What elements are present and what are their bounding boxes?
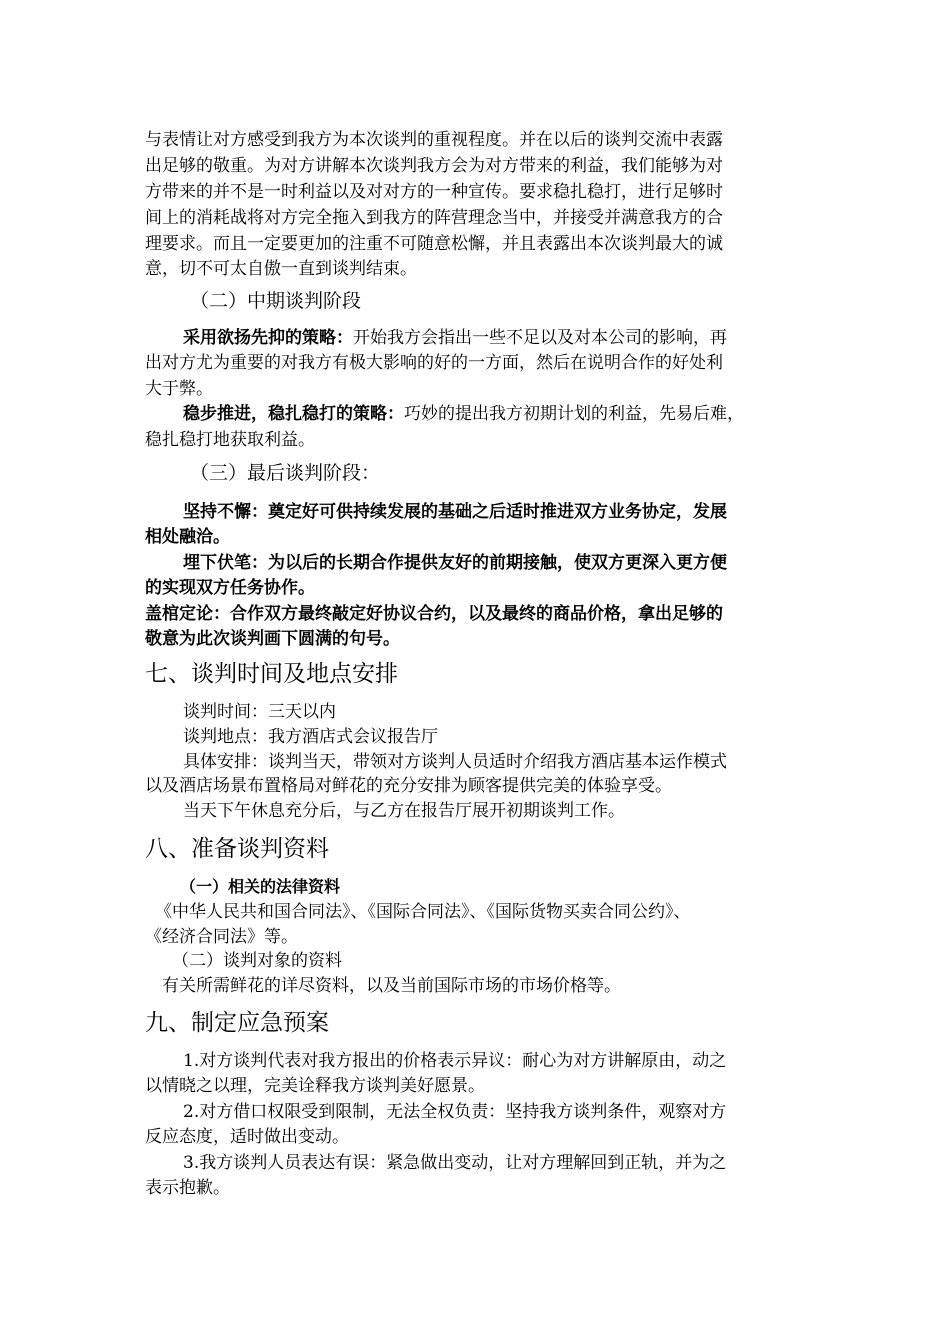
paragraph-line: 出对方尤为重要的对我方有极大影响的好的一方面，然后在说明合作的好处利: [145, 353, 723, 373]
subsection-heading: （三）最后谈判阶段：: [190, 462, 381, 484]
paragraph-line: 谈判时间：三天以内: [183, 702, 336, 722]
paragraph-line: 《经济合同法》等。: [145, 927, 298, 947]
subsection-heading: （一）相关的法律资料: [180, 877, 341, 896]
paragraph-text: 开始我方会指出一些不足以及对本公司的影响，再: [353, 328, 727, 348]
subsection-heading: （二）谈判对象的资料: [172, 951, 342, 971]
subsection-heading: （二）中期谈判阶段: [190, 290, 362, 312]
bold-lead: 稳步推进，稳扎稳打的策略：: [183, 404, 404, 424]
paragraph-line: 埋下伏笔：为以后的长期合作提供友好的前期接触，使双方更深入更方便: [183, 553, 727, 573]
paragraph-line: 坚持不懈：奠定好可供持续发展的基础之后适时推进双方业务协定，发展: [183, 502, 727, 522]
paragraph-line: 稳扎稳打地获取利益。: [145, 430, 315, 450]
paragraph-line: 大于弊。: [145, 379, 213, 399]
paragraph-line: 意，切不可太自傲一直到谈判结束。: [145, 259, 417, 279]
section-heading: 八、准备谈判资料: [145, 836, 329, 862]
paragraph-line: 方带来的并不是一时利益以及对对方的一种宣传。要求稳扎稳打，进行足够时: [145, 182, 723, 202]
paragraph-line: 以情晓之以理，完美诠释我方谈判美好愿景。: [145, 1076, 485, 1096]
section-heading: 七、谈判时间及地点安排: [145, 661, 398, 687]
list-item: 3.我方谈判人员表达有误：紧急做出变动，让对方理解回到正轨，并为之: [183, 1153, 727, 1173]
list-item: 1.对方谈判代表对我方报出的价格表示异议：耐心为对方讲解原由，动之: [183, 1051, 727, 1071]
paragraph-line: 的实现双方任务协作。: [145, 578, 315, 598]
paragraph-line: 与表情让对方感受到我方为本次谈判的重视程度。并在以后的谈判交流中表露: [145, 130, 723, 150]
paragraph-line: 当天下午休息充分后，与乙方在报告厅展开初期谈判工作。: [183, 801, 625, 821]
paragraph-line: 具体安排：谈判当天，带领对方谈判人员适时介绍我方酒店基本运作模式: [183, 752, 727, 772]
paragraph-line: 表示抱歉。: [145, 1178, 230, 1198]
paragraph-line: 间上的消耗战将对方完全拖入到我方的阵营理念当中，并接受并满意我方的合: [145, 208, 723, 228]
paragraph-line: 盖棺定论：合作双方最终敲定好协议合约，以及最终的商品价格，拿出足够的: [145, 604, 723, 624]
paragraph-text: 巧妙的提出我方初期计划的利益，先易后难，: [404, 404, 744, 424]
paragraph-line: 出足够的敬重。为对方讲解本次谈判我方会为对方带来的利益，我们能够为对: [145, 156, 723, 176]
paragraph-line: [183, 402, 744, 426]
paragraph-line: [183, 326, 727, 350]
paragraph-line: 有关所需鲜花的详尽资料，以及当前国际市场的市场价格等。: [162, 976, 621, 996]
paragraph-line: 敬意为此次谈判画下圆满的句号。: [145, 629, 400, 649]
paragraph-line: 《中华人民共和国合同法》、《国际合同法》、《国际货物买卖合同公约》、: [155, 902, 691, 922]
paragraph-line: 理要求。而且一定要更加的注重不可随意松懈，并且表露出本次谈判最大的诚: [145, 234, 723, 254]
section-heading: 九、制定应急预案: [145, 1010, 329, 1036]
list-item: 2.对方借口权限受到限制，无法全权负责：坚持我方谈判条件，观察对方: [183, 1102, 727, 1122]
paragraph-line: 反应态度，适时做出变动。: [145, 1127, 349, 1147]
paragraph-line: 以及酒店场景布置格局对鲜花的充分安排为顾客提供完美的体验享受。: [145, 776, 672, 796]
paragraph-line: 谈判地点：我方酒店式会议报告厅: [183, 727, 438, 747]
bold-lead: 采用欲扬先抑的策略：: [183, 328, 353, 348]
paragraph-line: 相处融洽。: [145, 527, 230, 547]
